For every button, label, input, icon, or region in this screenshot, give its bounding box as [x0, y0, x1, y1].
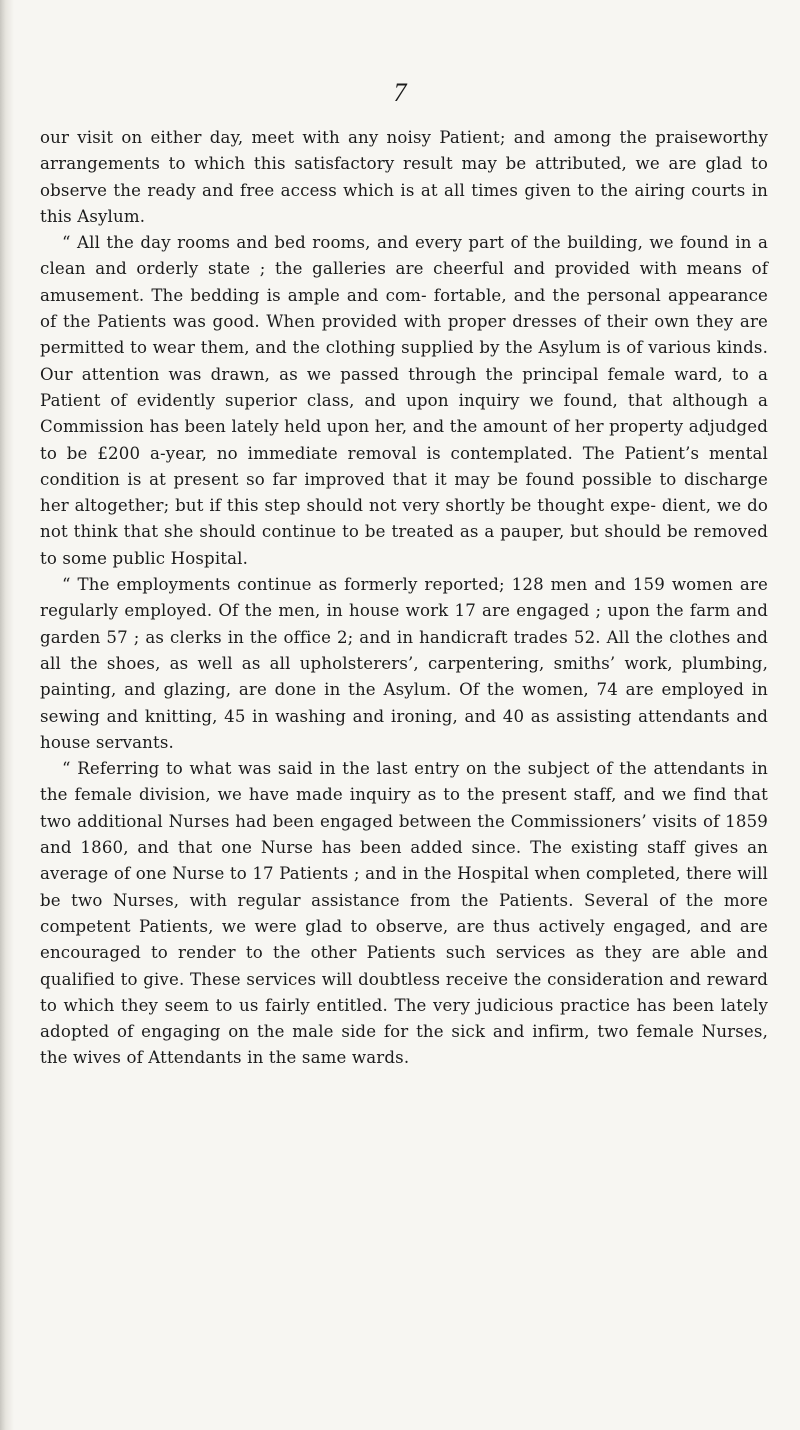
page-number: 7: [393, 78, 407, 107]
paragraph-continuation: our visit on either day, meet with any noisy Patient; and among the praiseworthy arrangements to which this satisfactory result may be attributed, we are glad to observe the ready and free access which is at all times given to the airing courts in this Asylum.: [40, 128, 768, 226]
paragraph-employments: “ The employments continue as formerly reported; 128 men and 159 women are regularly employed. Of the men, in house work 17 are engaged ; upon the farm and garden 57 ; as clerks in the office 2; and in handicraft trades 52. All the clothes and all the shoes, as well as all upholsterers’, carpentering, smiths’ work, plumbing, painting, and glazing, are done in the Asylum. Of the women, 74 are employed in sewing and knitting, 45 in washing and ironing, and 40 as assisting attendants and house servants.: [40, 575, 768, 752]
body-text: [40, 125, 768, 1072]
page-binding-edge: [0, 0, 14, 1430]
paragraph-day-rooms: “ All the day rooms and bed rooms, and every part of the building, we found in a clean and orderly state ; the galleries are cheerful and provided with means of amusement. The bedding is ample and com- fortable, and the personal appearance of the Patients was good. When provided with proper dresses of their own they are permitted to wear them, and the clothing supplied by the Asylum is of various kinds. Our attention was drawn, as we passed through the principal female ward, to a Patient of evidently superior class, and upon inquiry we found, that although a Commission has been lately held upon her, and the amount of her property adjudged to be £200 a-year, no immediate removal is contemplated. The Patient’s mental condition is at present so far improved that it may be found possible to discharge her altogether; but if this step should not very shortly be thought expe- dient, we do not think that she should continue to be treated as a pauper, but should be removed to some public Hospital.: [40, 233, 768, 568]
paragraph-attendants: “ Referring to what was said in the last entry on the subject of the attendants in the female division, we have made inquiry as to the present staff, and we find that two additional Nurses had been engaged between the Commissioners’ visits of 1859 and 1860, and that one Nurse has been added since. The existing staff gives an average of one Nurse to 17 Patients ; and in the Hospital when completed, there will be two Nurses, with regular assistance from the Patients. Several of the more competent Patients, we were glad to observe, are thus actively engaged, and are encouraged to render to the other Patients such services as they are able and qualified to give. These services will doubtless receive the consideration and reward to which they seem to us fairly entitled. The very judicious practice has been lately adopted of engaging on the male side for the sick and infirm, two female Nurses, the wives of Attendants in the same wards.: [40, 759, 768, 1068]
